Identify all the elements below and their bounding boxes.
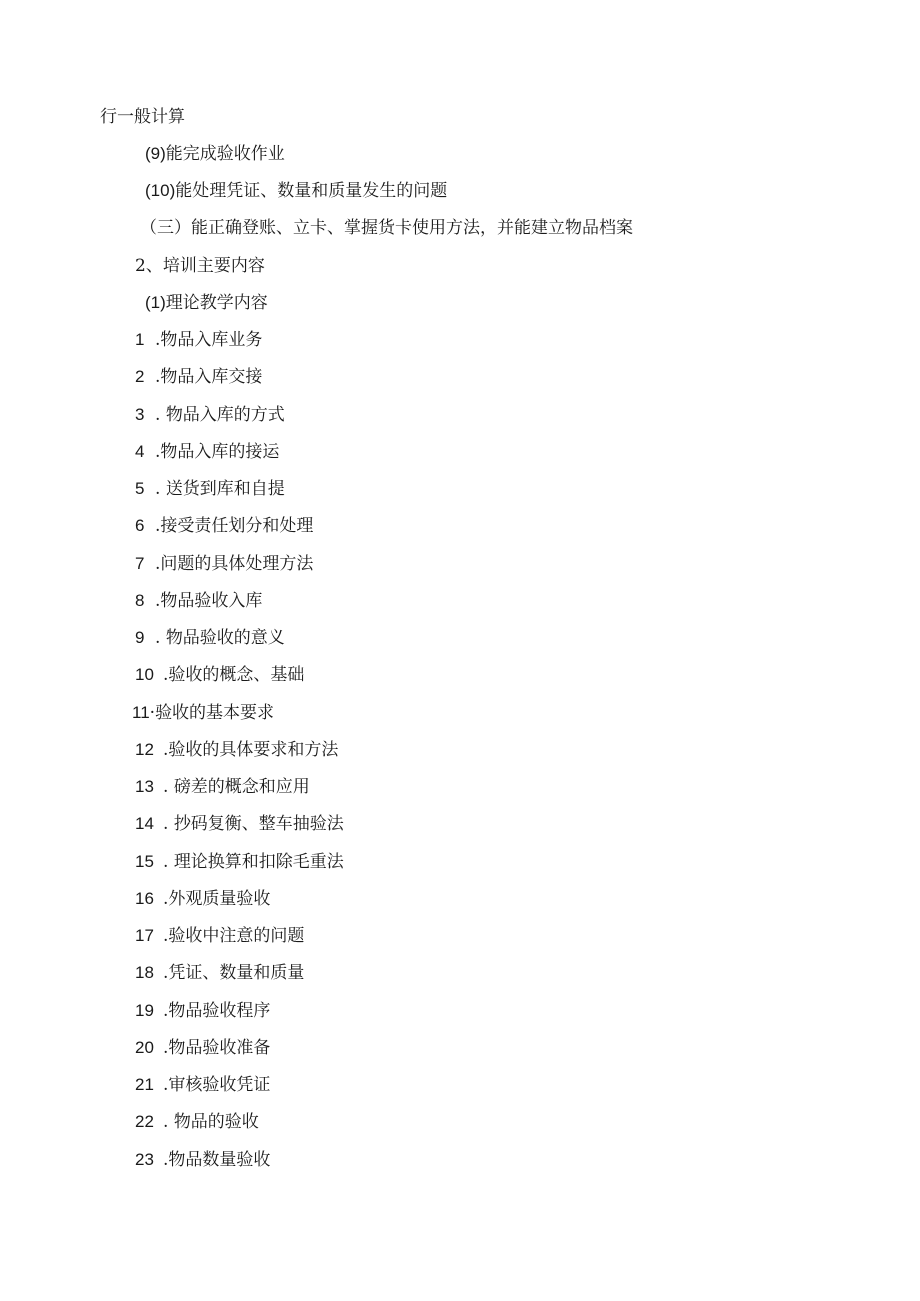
list-item [135,328,262,352]
list-item-text: 物品入库的方式 [165,405,285,425]
list-item [135,514,313,538]
list-item-number: 19 [135,1001,154,1020]
list-item-separator: . [163,852,174,872]
item-10 [145,179,447,203]
list-item [135,1148,270,1172]
list-item-text: 验收的基本要求 [155,703,275,723]
list-item-text: 验收的具体要求和方法 [168,740,339,760]
list-item-number: 5 [135,479,145,498]
list-item-text: 外观质量验收 [168,889,271,909]
subsection-prefix: (1) [145,293,166,312]
list-item [135,626,285,650]
list-item-separator: . [163,1001,169,1021]
list-item [135,477,285,501]
list-item-number: 23 [135,1150,154,1169]
list-item-separator: . [163,740,169,760]
list-item-text: 物品验收的意义 [165,628,285,648]
list-item-separator: . [155,442,161,462]
list-item-separator: . [163,814,174,834]
list-item-separator: . [163,963,169,983]
list-item-separator: . [155,330,161,350]
item-text: 能处理凭证、数量和质量发生的问题 [175,181,448,201]
item-text: 能正确登账、立卡、掌握货卡使用方法，并能建立物品档案 [191,218,633,238]
list-item-separator: . [155,405,166,425]
subsection-text: 理论教学内容 [165,293,268,313]
list-item-text: 物品验收程序 [168,1001,271,1021]
list-item-text: 抄码复衡、整车抽验法 [173,814,344,834]
item-3-cn [140,216,633,240]
list-item-number: 21 [135,1075,154,1094]
list-item-separator: . [163,1038,169,1058]
list-item-number: 9 [135,628,145,647]
list-item-separator: · [149,703,156,723]
subsection-heading [145,291,268,315]
list-item-text: 审核验收凭证 [168,1075,271,1095]
list-item-text: 物品入库交接 [160,367,263,387]
list-item [135,552,313,576]
list-item-separator: . [163,1075,169,1095]
list-item [135,738,338,762]
continuation-text [100,105,185,129]
list-item [135,887,270,911]
list-item [135,850,344,874]
list-item-number: 11 [132,703,150,722]
list-item-separator: . [155,554,161,574]
list-item-number: 18 [135,963,154,982]
list-item-separator: . [163,665,169,685]
item-9 [145,142,285,166]
list-item-number: 20 [135,1038,154,1057]
list-item [135,440,279,464]
list-item-text: 磅差的概念和应用 [173,777,310,797]
item-prefix: (10) [145,181,176,200]
list-item [135,1073,270,1097]
list-item-separator: . [163,926,169,946]
list-item [135,924,304,948]
list-item-number: 2 [135,367,145,386]
list-item-text: 物品入库的接运 [160,442,280,462]
list-item-text: 送货到库和自提 [165,479,285,499]
list-item-number: 6 [135,516,145,535]
list-item-separator: . [155,367,161,387]
list-item-number: 4 [135,442,145,461]
list-item [135,663,304,687]
list-item-text: 验收的概念、基础 [168,665,305,685]
list-item-number: 7 [135,554,145,573]
item-text: 能完成验收作业 [165,144,285,164]
list-item-text: 凭证、数量和质量 [168,963,305,983]
list-item-text: 理论换算和扣除毛重法 [173,852,344,872]
item-prefix: （三） [140,218,191,238]
list-item [135,812,344,836]
list-item [135,775,310,799]
list-item-number: 12 [135,740,154,759]
list-item-number: 3 [135,405,145,424]
list-item-separator: . [155,628,166,648]
list-item-separator: . [155,479,166,499]
list-item-text: 物品验收准备 [168,1038,271,1058]
list-item [135,589,262,613]
list-item-separator: . [163,889,169,909]
list-item-number: 16 [135,889,154,908]
list-item [135,365,262,389]
item-prefix: (9) [145,144,166,163]
list-item [135,403,285,427]
list-item-text: 物品的验收 [173,1112,259,1132]
list-item-number: 8 [135,591,145,610]
continuation-label: 行一般计算 [100,107,185,127]
list-item-number: 14 [135,814,154,833]
list-item-number: 15 [135,852,154,871]
list-item [135,999,270,1023]
list-item-separator: . [163,777,174,797]
list-item-text: 物品入库业务 [160,330,263,350]
list-item [132,701,274,725]
list-item [135,1110,259,1134]
list-item-separator: . [163,1112,174,1132]
section-heading-text: 2、培训主要内容 [135,256,265,276]
list-item-number: 17 [135,926,154,945]
list-item-separator: . [155,591,161,611]
list-item-separator: . [155,516,161,536]
list-item-number: 1 [135,330,145,349]
list-item-text: 物品数量验收 [168,1150,271,1170]
list-item-number: 22 [135,1112,154,1131]
list-item-text: 验收中注意的问题 [168,926,305,946]
list-item-text: 问题的具体处理方法 [160,554,314,574]
list-item-text: 接受责任划分和处理 [160,516,314,536]
list-item [135,1036,270,1060]
list-item-number: 13 [135,777,154,796]
list-item [135,961,304,985]
list-item-text: 物品验收入库 [160,591,263,611]
list-item-separator: . [163,1150,169,1170]
section-heading [135,254,265,278]
list-item-number: 10 [135,665,154,684]
